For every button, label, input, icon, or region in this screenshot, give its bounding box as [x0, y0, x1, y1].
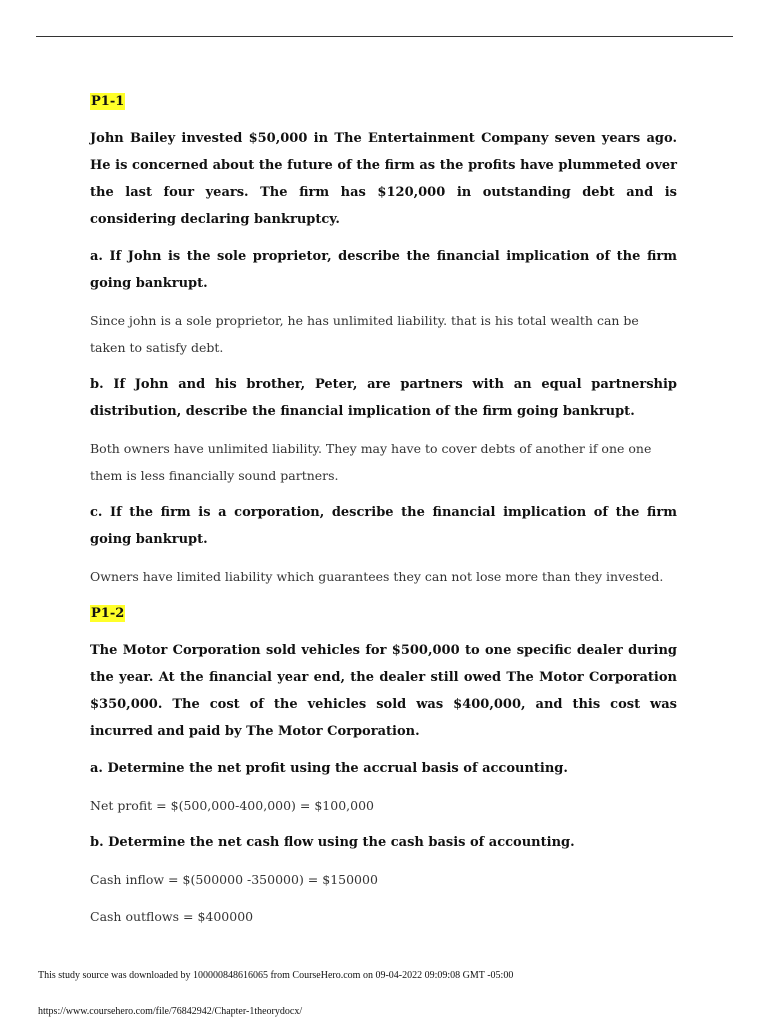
p1-1-question-a: a. If John is the sole proprietor, describe the financial implication of the firm going bankrupt. — [90, 249, 677, 291]
p1-2-answer-a: Net profit = $(500,000-400,000) = $100,000 — [90, 798, 374, 813]
p1-1-answer-c: Owners have limited liability which guarantees they can not lose more than they invested. — [90, 569, 664, 584]
p1-2-question-a: a. Determine the net profit using the accrual basis of accounting. — [90, 761, 568, 776]
p1-1-intro: John Bailey invested $50,000 in The Entertainment Company seven years ago. He is concerned about the future of the firm as the profits have plummeted over the last four years. The firm has $120,000 in outstanding debt and is considering declaring bankruptcy. — [90, 131, 677, 227]
header-rule — [36, 36, 733, 37]
p1-2-answer-b-outflow: Cash outflows = $400000 — [90, 909, 254, 924]
p1-2-heading: P1-2 — [91, 606, 125, 621]
p1-1-question-c: c. If the firm is a corporation, describe the financial implication of the firm going bankrupt. — [90, 505, 677, 547]
p1-1-answer-b: Both owners have unlimited liability. They may have to cover debts of another if one one them is less financially sound partners. — [90, 441, 652, 483]
p1-2-heading-row — [90, 602, 677, 626]
p1-1-heading: P1-1 — [91, 94, 125, 109]
p1-1-answer-a: Since john is a sole proprietor, he has unlimited liability. that is his total wealth can be taken to satisfy debt. — [90, 313, 639, 355]
source-url[interactable]: https://www.coursehero.com/file/76842942/Chapter-1theorydocx/ — [38, 1006, 303, 1017]
p1-1-question-b: b. If John and his brother, Peter, are partners with an equal partnership distribution, describe the financial implication of the firm going bankrupt. — [90, 377, 677, 419]
p1-2-question-b: b. Determine the net cash flow using the cash basis of accounting. — [90, 835, 575, 850]
download-notice: This study source was downloaded by 100000848616065 from CourseHero.com on 09-04-2022 09:09:08 GMT -05:00 — [38, 970, 514, 981]
p1-2-intro: The Motor Corporation sold vehicles for $500,000 to one specific dealer during the year. At the financial year end, the dealer still owed The Motor Corporation $350,000. The cost of the vehicles sold was $400,000, and this cost was incurred and paid by The Motor Corporation. — [90, 643, 677, 739]
p1-2-answer-b-inflow: Cash inflow = $(500000 -350000) = $150000 — [90, 872, 378, 887]
p1-1-heading-row — [90, 90, 677, 114]
document-body — [90, 90, 677, 930]
